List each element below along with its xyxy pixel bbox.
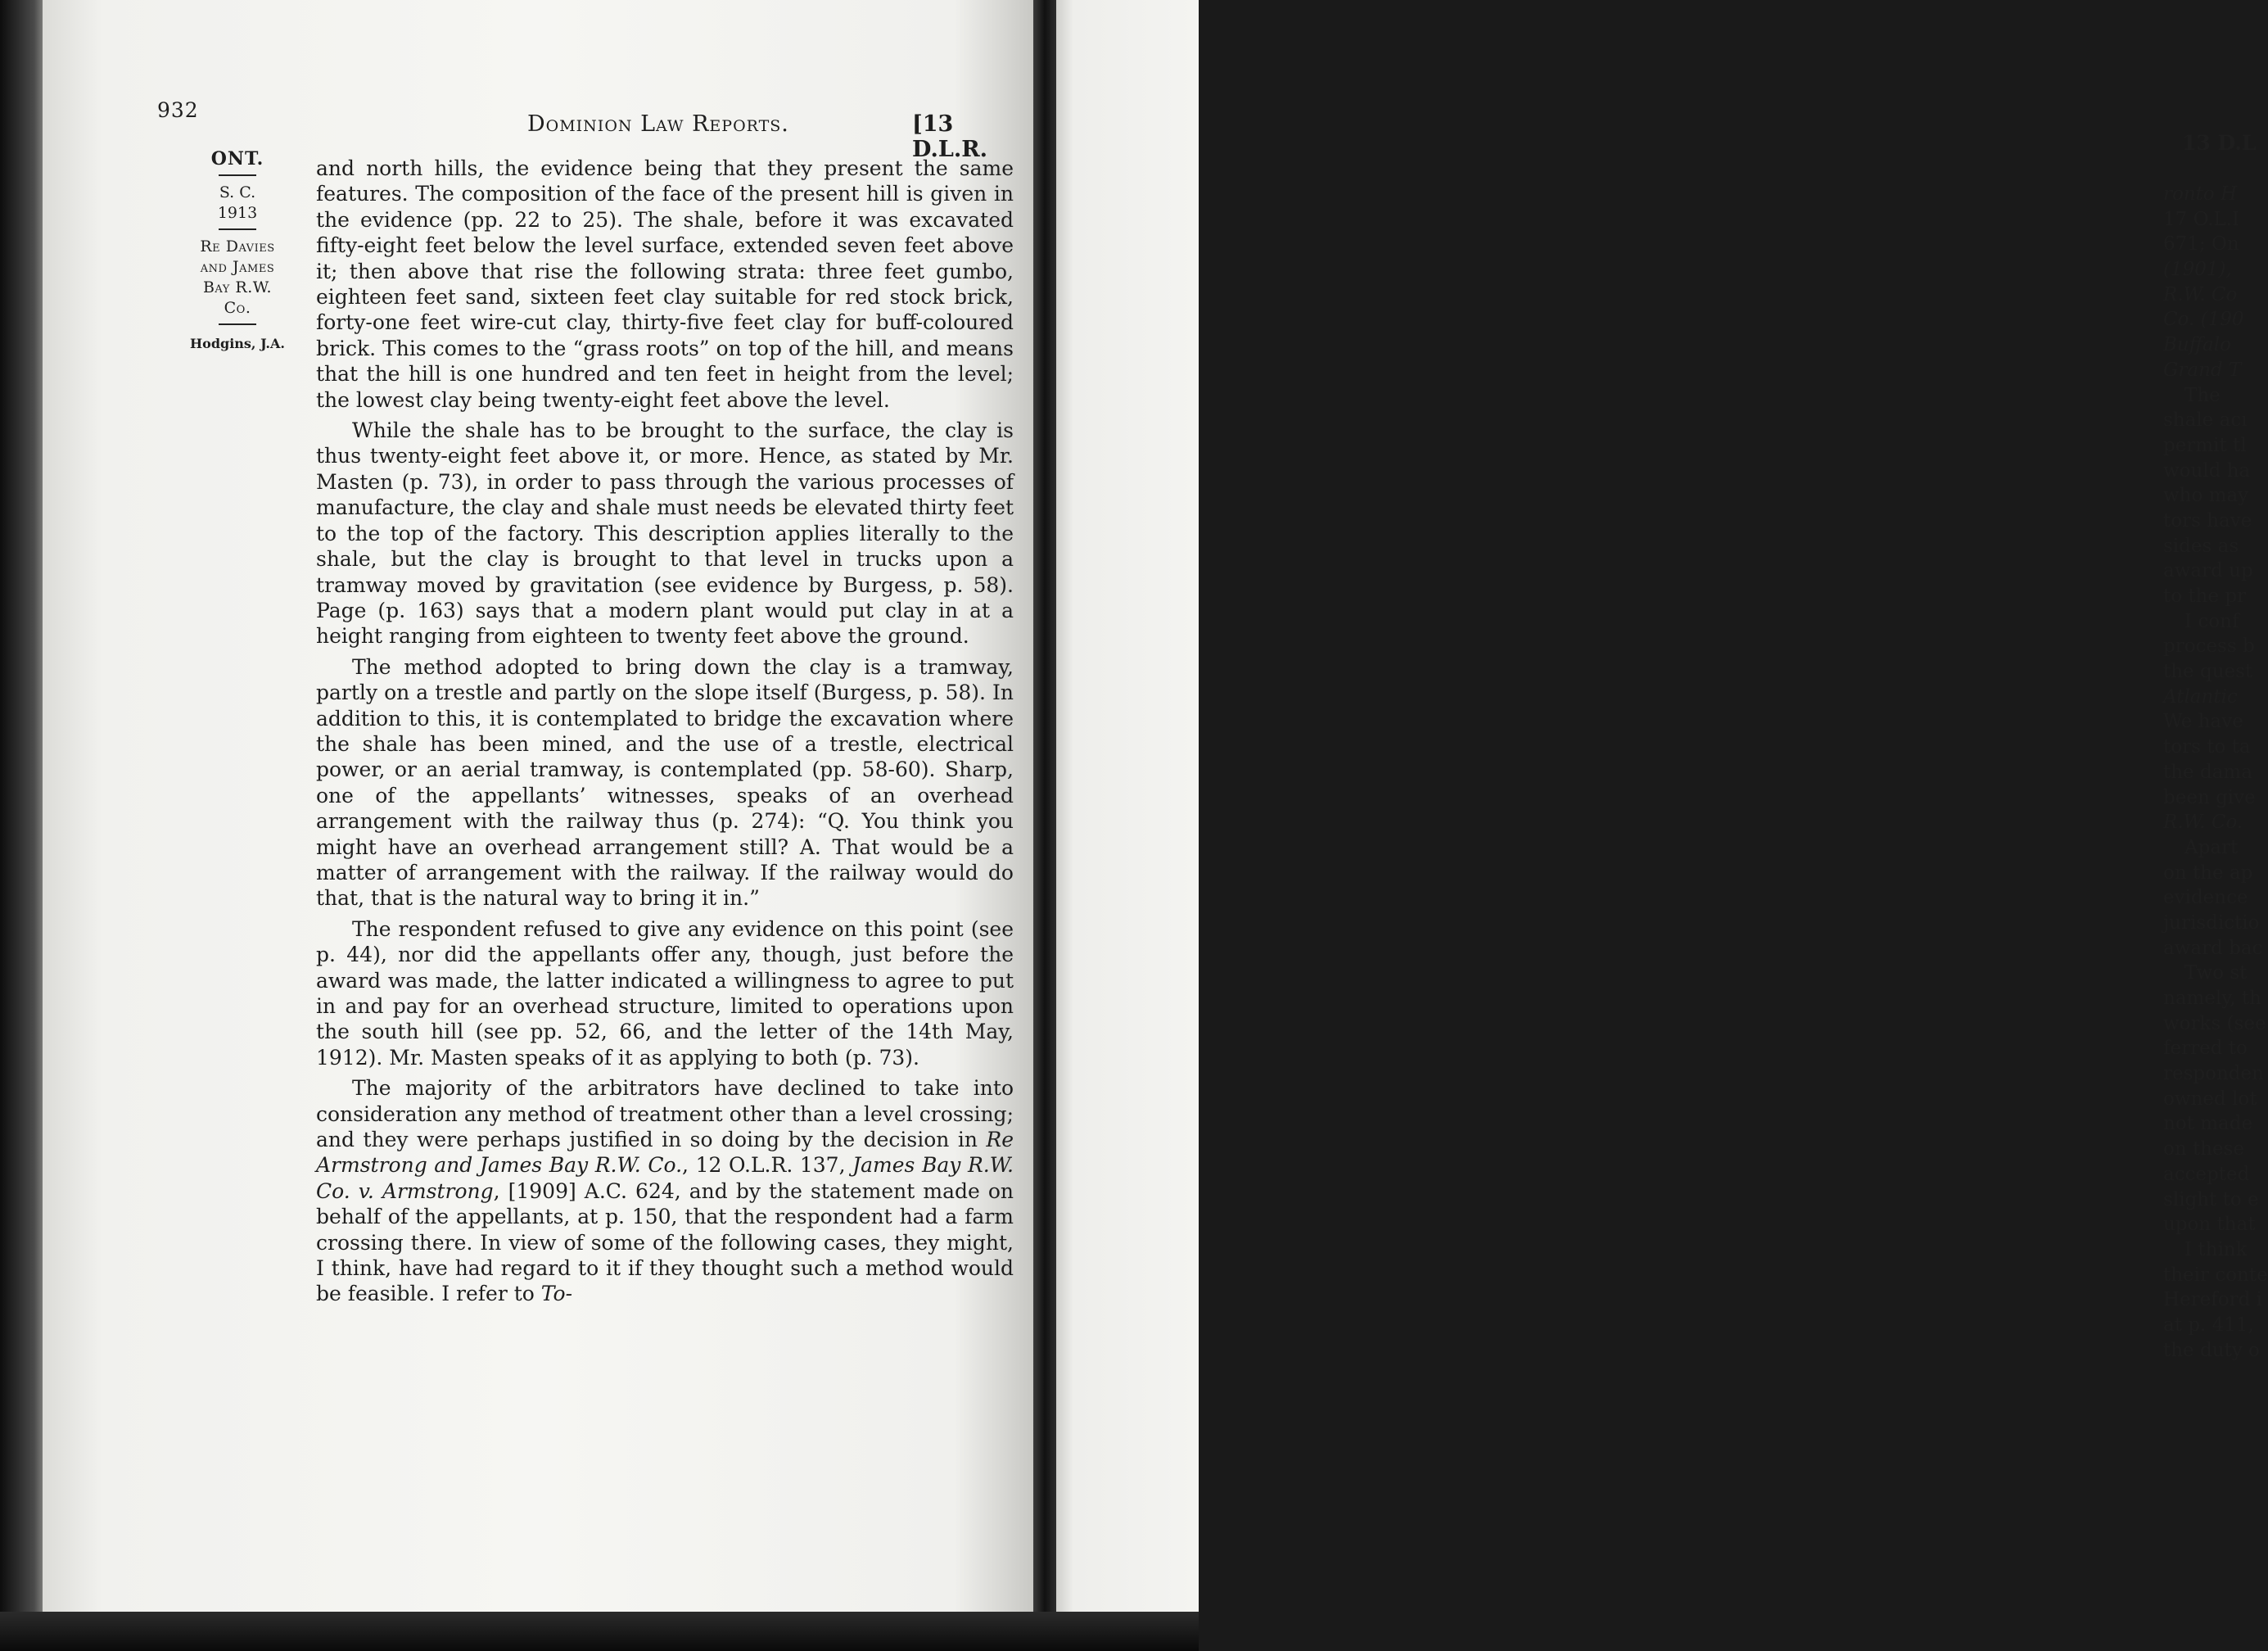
text-run: , 12 O.L.R. 137,: [682, 1153, 853, 1178]
book-binding-edge: [0, 0, 43, 1651]
page-number: 932: [157, 98, 199, 122]
adjacent-page-line: We have: [2163, 711, 2243, 733]
adjacent-page-line: works (see: [2163, 1012, 2266, 1034]
adjacent-page-line: evidence: [2163, 887, 2248, 909]
adjacent-page-line: on these: [2163, 1138, 2245, 1160]
judge-label: Hodgins, J.A.: [190, 336, 285, 351]
adjacent-page-line: tors to ta: [2163, 736, 2251, 758]
adjacent-page-line: the duty o: [2163, 1339, 2260, 1361]
adjacent-page-line: sides as: [2163, 535, 2239, 557]
margin-rule: [219, 228, 256, 230]
document-page: [43, 0, 1033, 1651]
adjacent-page-line: process b: [2163, 636, 2255, 658]
body-text: [316, 156, 1014, 1312]
adjacent-page-line: their conte: [2163, 1264, 2268, 1286]
adjacent-page-line: permit tl: [2163, 434, 2247, 456]
adjacent-page-line: I think: [2184, 1238, 2248, 1260]
adjacent-page: [1056, 0, 2268, 1651]
text-run: , [1909] A.C. 624, and by the statement made on behalf of the appellants, at p. 150, that the respondent had a farm crossing there. In view of some of the following cases, they might, I think, have had regard to it if they thought such a method would be feasible. I refer to: [316, 1178, 1014, 1306]
paragraph: [316, 1075, 1014, 1307]
adjacent-page-line: to the pr: [2163, 586, 2247, 607]
adjacent-page-line: shale acı: [2163, 409, 2248, 432]
case-name-line: Bay R.W.: [202, 278, 273, 296]
adjacent-page-line: Grand T: [2163, 359, 2242, 381]
adjacent-page-line: Co. (190: [2163, 309, 2244, 331]
adjacent-page-line: award up: [2163, 560, 2253, 582]
book-gutter: [1033, 0, 1056, 1651]
adjacent-page-header: 13 D.L: [2182, 131, 2257, 155]
adjacent-page-line: ronto H: [2163, 183, 2238, 205]
scan-bottom-edge: [0, 1612, 1199, 1651]
adjacent-page-line: 671; On: [2163, 233, 2239, 256]
paragraph: and north hills, the evidence being that they present the same features. The composition of the face of the present hill is given in the evidence (pp. 22 to 25). The shale, before it was excavated fifty-eight feet below the level surface, extended seven feet above it; then above that rise the following strata: three feet gumbo, eighteen feet sand, sixteen feet clay suitable for red stock brick, forty-one feet wire-cut clay, thirty-five feet clay for buff-coloured brick. This comes to the “grass roots” on top of the hill, and means that the hill is one hundred and ten feet in height from the level; the lowest clay being twenty-eight feet above the level.: [316, 156, 1014, 412]
margin-notes: [180, 149, 295, 354]
case-name-line: and James: [200, 258, 275, 276]
adjacent-page-line: owned lot: [2163, 1088, 2257, 1110]
adjacent-page-line: would ha: [2163, 459, 2251, 482]
case-name-line: Co.: [224, 299, 251, 317]
case-citation: Re Armstrong and James Bay R.W. Co.: [316, 1128, 1014, 1178]
paragraph: The respondent refused to give any evidence on this point (see p. 44), nor did the appellants offer any, though, just before the award was made, the latter indicated a willingness to agree to put in and pay for an overhead structure, limited to operations upon the south hill (see pp. 52, 66, and the letter of the 14th May, 1912). Mr. Masten speaks of it as applying to both (p. 73).: [316, 916, 1014, 1070]
text-run: The majority of the arbitrators have declined to take into consideration any method of treatment other than a level crossing; and they were perhaps justified in so doing by the decision in: [316, 1076, 1014, 1152]
adjacent-page-line: accepted: [2163, 1163, 2250, 1185]
adjacent-page-text: [2163, 182, 2268, 1363]
volume-reference: [13 D.L.R.: [912, 111, 988, 162]
jurisdiction-label: ONT.: [210, 148, 264, 170]
adjacent-page-line: tors have: [2163, 509, 2252, 531]
adjacent-page-line: upon that: [2163, 1214, 2256, 1236]
adjacent-page-line: who may: [2163, 485, 2249, 507]
adjacent-page-line: Apart: [2184, 836, 2239, 858]
adjacent-page-line: namely, th: [2163, 988, 2261, 1009]
adjacent-page-line: the quest: [2163, 661, 2253, 683]
case-citation: James Bay R.W. Co. v. Armstrong: [316, 1153, 1014, 1203]
text-run: To-: [540, 1282, 573, 1306]
adjacent-page-line: The: [2184, 384, 2221, 406]
adjacent-page-line: R.W. Co: [2163, 283, 2238, 305]
adjacent-page-line: jurisdictio: [2163, 911, 2260, 934]
adjacent-page-line: Hereford i: [2163, 1289, 2263, 1311]
adjacent-page-line: been give: [2163, 786, 2256, 808]
adjacent-page-line: slight to e: [2163, 1188, 2259, 1210]
adjacent-page-line: responden: [2163, 1063, 2264, 1085]
adjacent-page-line: I conf: [2184, 610, 2239, 632]
adjacent-page-line: Buffalo: [2163, 334, 2231, 356]
paragraph: The method adopted to bring down the clay is a tramway, partly on a trestle and partly on the slope itself (Burgess, p. 58). In addition to this, it is contemplated to bridge the excavation where the shale has been mined, and the use of a trestle, electrical power, or an aerial tramway, is contemplated (pp. 58-60). Sharp, one of the appellants’ witnesses, speaks of an overhead arrangement with the railway thus (p. 274): “Q. You think you might have an overhead arrangement still? A. That would be a matter of arrangement with the railway. If the railway would do that, that is the natural way to bring it in.”: [316, 654, 1014, 911]
adjacent-page-line: Two st: [2184, 962, 2248, 984]
adjacent-page-line: (1901),: [2163, 259, 2232, 281]
adjacent-page-line: not made: [2163, 1113, 2253, 1135]
court-label: S. C.: [219, 183, 256, 201]
adjacent-page-line: 17 O.L.I: [2163, 208, 2240, 230]
case-name-line: Re Davies: [200, 237, 275, 256]
running-head: Dominion Law Reports.: [527, 111, 789, 137]
adjacent-page-line: on the ap: [2163, 862, 2253, 884]
paragraph: While the shale has to be brought to the surface, the clay is thus twenty-eight feet above it, or more. Hence, as stated by Mr. Masten (p. 73), in order to pass through the various processes of manufacture, the clay and shale must needs be elevated thirty feet to the top of the factory. This description applies literally to the shale, but the clay is brought to that level in trucks upon a tramway moved by gravitation (see evidence by Burgess, p. 58). Page (p. 163) says that a modern plant would put clay in at a height ranging from eighteen to twenty feet above the ground.: [316, 418, 1014, 649]
year-label: 1913: [217, 204, 258, 222]
adjacent-page-line: ferred to: [2163, 1038, 2248, 1060]
adjacent-page-line: R.W. Co.: [2163, 812, 2243, 834]
margin-rule: [219, 323, 256, 325]
margin-rule: [219, 174, 256, 176]
adjacent-page-line: at p. 411,: [2163, 1314, 2254, 1336]
adjacent-page-line: Atlantic: [2163, 685, 2238, 708]
adjacent-page-line: award bac: [2163, 937, 2263, 959]
adjacent-page-line: the dama: [2163, 761, 2252, 783]
